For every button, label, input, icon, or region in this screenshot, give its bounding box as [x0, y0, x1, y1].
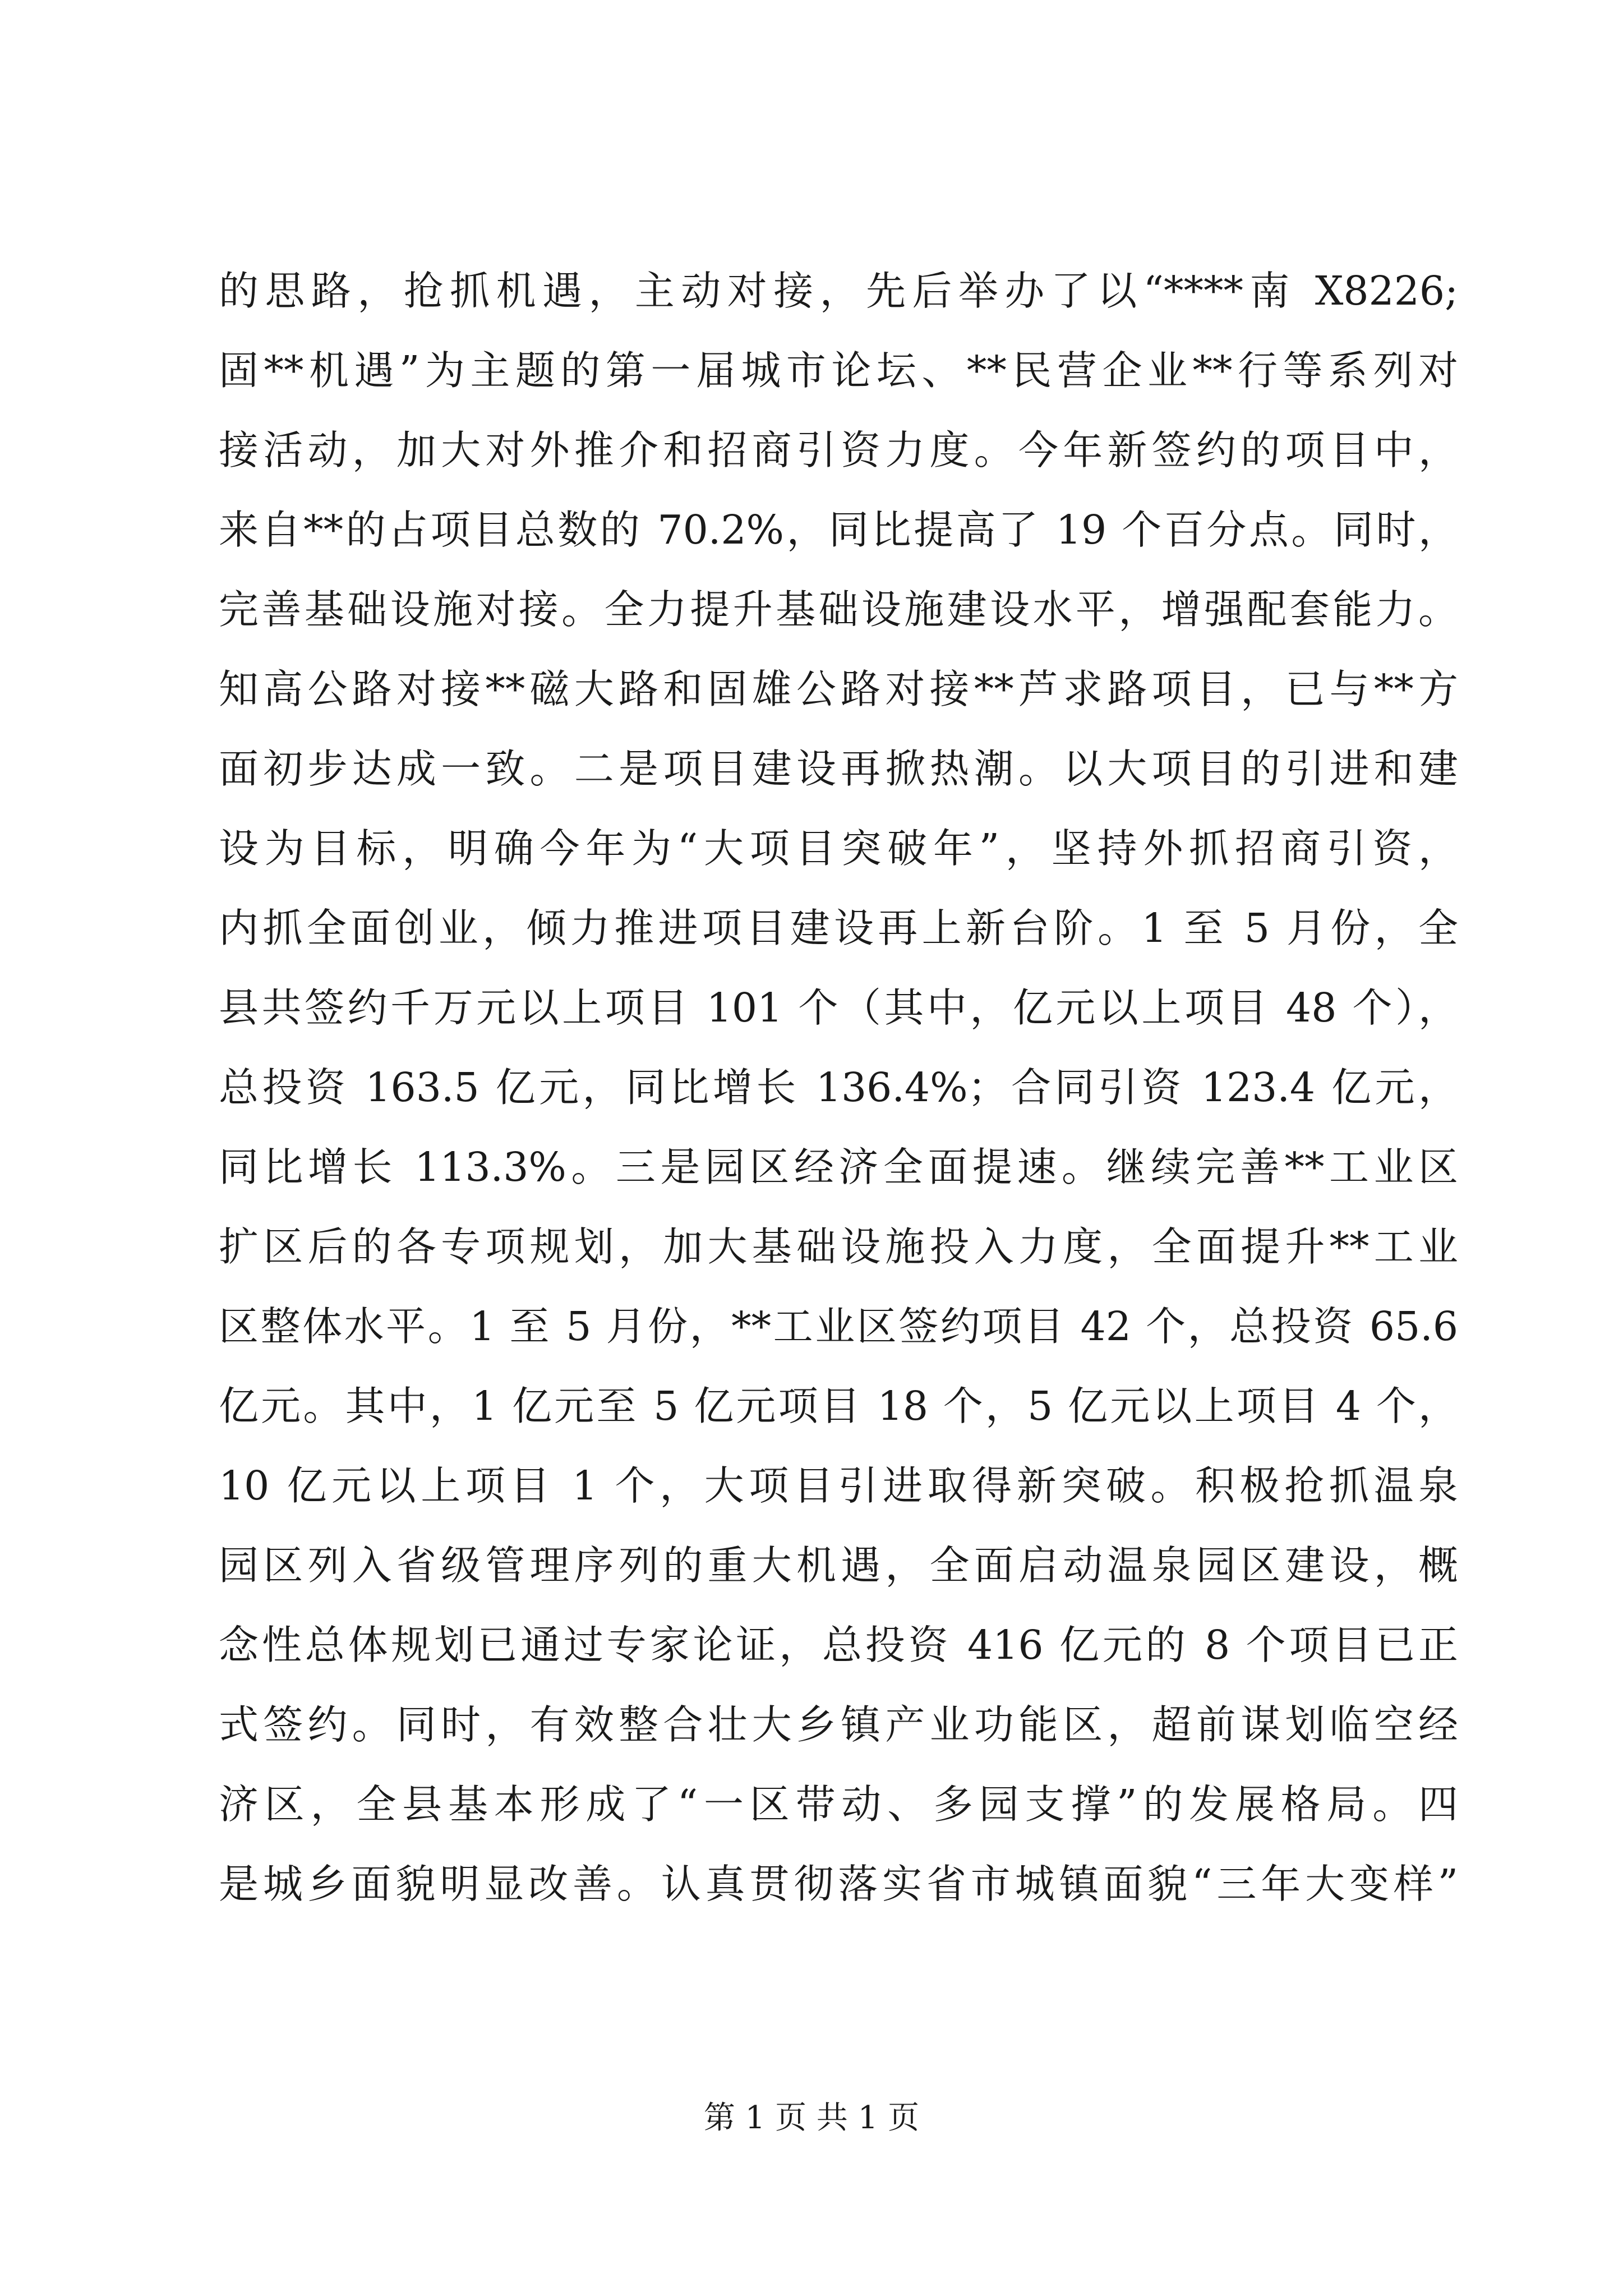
text-line: 区整体水平。1 至 5 月份，**工业区签约项目 42 个，总投资 65.6: [219, 1303, 1458, 1350]
text-line: 念性总体规划已通过专家论证，总投资 416 亿元的 8 个项目已正: [219, 1622, 1458, 1668]
text-line: 扩区后的各专项规划，加大基础设施投入力度，全面提升**工业: [219, 1223, 1458, 1270]
text-line: 完善基础设施对接。全力提升基础设施建设水平，增强配套能力。: [219, 586, 1458, 633]
text-line: 面初步达成一致。二是项目建设再掀热潮。以大项目的引进和建: [219, 746, 1458, 792]
text-line: 的思路，抢抓机遇，主动对接，先后举办了以“****南 X8226;: [219, 268, 1458, 314]
text-line: 来自**的占项目总数的 70.2%，同比提高了 19 个百分点。同时，: [219, 507, 1458, 553]
text-line: 固**机遇”为主题的第一届城市论坛、**民营企业**行等系列对: [219, 347, 1458, 394]
body-text: [219, 251, 1458, 1924]
text-line: 同比增长 113.3%。三是园区经济全面提速。继续完善**工业区: [219, 1144, 1458, 1190]
text-line: 式签约。同时，有效整合壮大乡镇产业功能区，超前谋划临空经: [219, 1701, 1458, 1748]
page-footer: 第 1 页 共 1 页: [703, 2100, 920, 2136]
text-line: 接活动，加大对外推介和招商引资力度。今年新签约的项目中，: [219, 427, 1458, 473]
text-line: 内抓全面创业，倾力推进项目建设再上新台阶。1 至 5 月份，全: [219, 905, 1458, 951]
text-line: 设为目标，明确今年为“大项目突破年”，坚持外抓招商引资，: [219, 825, 1458, 872]
text-line: 知高公路对接**磁大路和固雄公路对接**芦求路项目，已与**方: [219, 666, 1458, 712]
text-line: 总投资 163.5 亿元，同比增长 136.4%；合同引资 123.4 亿元，: [219, 1064, 1458, 1111]
text-line: 是城乡面貌明显改善。认真贯彻落实省市城镇面貌“三年大变样”: [219, 1861, 1458, 1907]
text-line: 县共签约千万元以上项目 101 个（其中，亿元以上项目 48 个），: [219, 984, 1458, 1031]
text-line: 济区，全县基本形成了“一区带动、多园支撑”的发展格局。四: [219, 1781, 1458, 1828]
text-line: 亿元。其中，1 亿元至 5 亿元项目 18 个，5 亿元以上项目 4 个，: [219, 1383, 1458, 1429]
text-line: 园区列入省级管理序列的重大机遇，全面启动温泉园区建设，概: [219, 1542, 1458, 1589]
text-line: 10 亿元以上项目 1 个，大项目引进取得新突破。积极抢抓温泉: [219, 1462, 1458, 1509]
